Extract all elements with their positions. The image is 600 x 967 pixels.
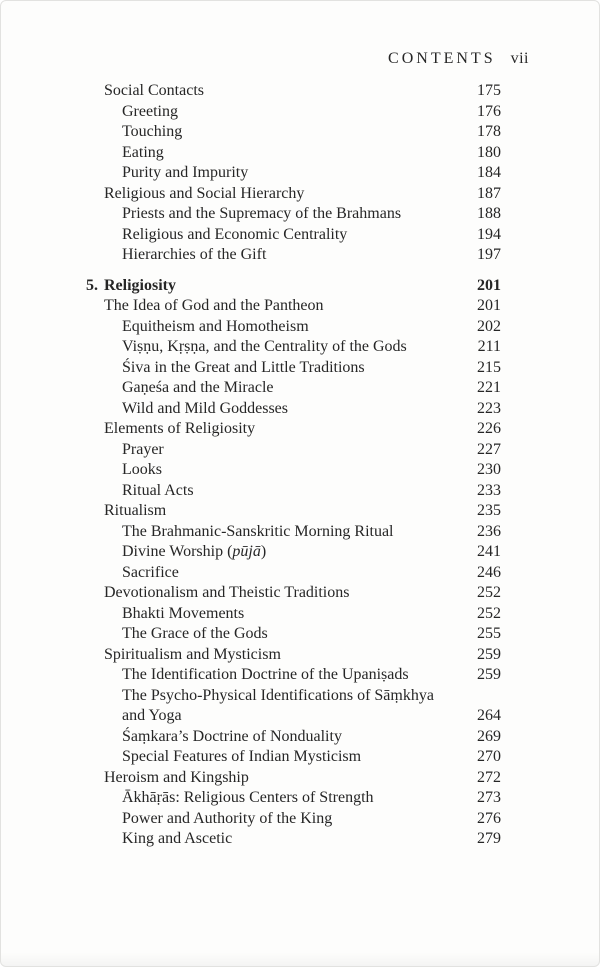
- toc-entry-row: [86, 399, 501, 420]
- toc-entry-title: Greeting: [122, 102, 178, 120]
- toc-entry-row: [86, 440, 501, 461]
- toc-entry-row: [86, 184, 501, 205]
- toc-entry-row: [86, 204, 501, 225]
- toc-entry-row: [86, 583, 501, 604]
- toc-entry-page: 223: [477, 399, 501, 417]
- toc-entry-row: [86, 460, 501, 481]
- toc-entry-title: Viṣṇu, Kṛṣṇa, and the Centrality of the Gods: [122, 338, 407, 355]
- toc-entry-row: [86, 419, 501, 440]
- toc-entry-page: 201: [477, 276, 501, 294]
- toc-entry-page: 230: [477, 461, 501, 478]
- toc-entry-page: 273: [477, 789, 501, 806]
- toc-entry-row: [86, 143, 501, 164]
- toc-entry-row: [86, 501, 501, 522]
- toc-entry-row: [86, 727, 501, 748]
- toc-entry-page: 259: [477, 645, 501, 663]
- toc-entry-title: Wild and Mild Goddesses: [122, 399, 289, 417]
- toc-entry-row: [86, 81, 501, 102]
- toc-entry-title: Religious and Social Hierarchy: [104, 184, 305, 202]
- toc-entry-page: 211: [477, 338, 501, 355]
- toc-entry-title: Purity and Impurity: [122, 164, 249, 181]
- toc-entry-row: [86, 665, 501, 686]
- toc-entry-page: 236: [477, 522, 501, 540]
- toc-entry-title: Looks: [122, 461, 162, 478]
- toc-entry-row: [86, 747, 501, 768]
- toc-entry-row: [86, 358, 501, 379]
- toc-entry-page: 202: [477, 317, 501, 335]
- toc-entry-page: 184: [477, 164, 501, 181]
- toc-entry-title: Spiritualism and Mysticism: [104, 645, 281, 663]
- toc-entry-title: The Psycho-Physical Identifications of Sāṃkhya: [122, 686, 434, 704]
- toc-entry-page: 235: [477, 502, 501, 519]
- toc-entry-title: Priests and the Supremacy of the Brahmans: [122, 205, 402, 222]
- toc-entry-row: [86, 768, 501, 789]
- toc-entry-row: [86, 706, 501, 727]
- toc-entry-title: Divine Worship (pūjā): [122, 543, 267, 560]
- toc-entry-title: Ritual Acts: [122, 481, 194, 499]
- toc-entry-row: [86, 542, 501, 563]
- toc-entry-page: 175: [477, 82, 501, 99]
- toc-entry-title: Sacrifice: [122, 563, 179, 581]
- toc-entry-page: 233: [477, 481, 501, 499]
- toc-entry-title: and Yoga: [122, 707, 182, 724]
- toc-entry-page: 272: [477, 768, 501, 786]
- toc-entry-page: 176: [477, 102, 501, 120]
- toc-entry-title: Devotionalism and Theistic Traditions: [104, 584, 350, 601]
- toc-entry-title: Special Features of Indian Mysticism: [122, 748, 362, 765]
- toc-entry-title: The Brahmanic-Sanskritic Morning Ritual: [122, 522, 394, 540]
- toc-entry-title: Power and Authority of the King: [122, 809, 333, 827]
- toc-entry-title: Heroism and Kingship: [104, 768, 249, 786]
- toc-entry-page: 188: [477, 205, 501, 222]
- toc-entry-row: [86, 645, 501, 666]
- toc-entry-row: [86, 378, 501, 399]
- toc-entry-title: Equitheism and Homotheism: [122, 317, 309, 335]
- toc-entry-row: [86, 686, 501, 707]
- toc-entry-row: [86, 788, 501, 809]
- toc-entry-page: 227: [477, 440, 501, 458]
- toc-entry-page: 215: [477, 358, 501, 376]
- toc-entry-title: Śaṃkara’s Doctrine of Nonduality: [122, 727, 342, 745]
- toc-entry-row: [86, 522, 501, 543]
- toc-entry-row: [86, 102, 501, 123]
- running-head-title: CONTENTS: [388, 50, 496, 67]
- toc-entry-title: Prayer: [122, 440, 164, 458]
- toc-entry-page: 252: [477, 604, 501, 622]
- chapter-number: 5.: [86, 276, 98, 294]
- italic-term: pūjā: [232, 543, 261, 560]
- toc-entry-title: Social Contacts: [104, 82, 204, 99]
- toc-entry-row: [86, 604, 501, 625]
- toc-entry-row: [86, 163, 501, 184]
- toc-entry-page: 241: [477, 543, 501, 560]
- toc-entry-page: 276: [477, 809, 501, 827]
- toc-entry-page: 246: [477, 563, 501, 581]
- page-header: [388, 50, 529, 68]
- toc-entry-page: 178: [477, 123, 501, 140]
- toc-entry-page: 279: [477, 830, 501, 847]
- toc-entry-row: [86, 829, 501, 850]
- table-of-contents: [86, 81, 501, 850]
- toc-entry-page: 270: [477, 748, 501, 765]
- toc-entry-page: 252: [477, 584, 501, 601]
- toc-entry-row: [86, 624, 501, 645]
- toc-entry-title: The Identification Doctrine of the Upaniṣads: [122, 666, 409, 683]
- toc-entry-title: Śiva in the Great and Little Traditions: [122, 358, 365, 376]
- toc-entry-page: 255: [477, 625, 501, 642]
- toc-entry-title: Touching: [122, 123, 183, 140]
- toc-entry-title: Ākhāṛās: Religious Centers of Strength: [122, 789, 374, 806]
- toc-entry-title: Eating: [122, 143, 164, 161]
- toc-entry-title: The Grace of the Gods: [122, 625, 268, 642]
- toc-entry-title: King and Ascetic: [122, 830, 233, 847]
- toc-entry-page: 197: [477, 246, 501, 263]
- toc-entry-page: 259: [477, 666, 501, 683]
- toc-entry-title: Elements of Religiosity: [104, 420, 256, 437]
- toc-entry-row: [86, 481, 501, 502]
- toc-entry-title: Hierarchies of the Gift: [122, 246, 267, 263]
- toc-entry-row: [86, 245, 501, 266]
- toc-entry-page: 226: [477, 420, 501, 437]
- toc-entry-title: Gaṇeśa and the Miracle: [122, 379, 274, 396]
- toc-entry-title: Bhakti Movements: [122, 604, 245, 622]
- toc-entry-page: 180: [477, 143, 501, 161]
- toc-entry-page: 264: [477, 707, 501, 724]
- toc-entry-title: Religious and Economic Centrality: [122, 225, 348, 243]
- toc-entry-page: 187: [477, 184, 501, 202]
- toc-entry-title: Ritualism: [104, 502, 167, 519]
- toc-entry-row: [86, 296, 501, 317]
- toc-entry-row: [86, 337, 501, 358]
- toc-entry-page: 269: [477, 727, 501, 745]
- toc-entry-page: 221: [477, 379, 501, 396]
- folio-page-number: vii: [510, 50, 529, 67]
- toc-entry-row: [86, 225, 501, 246]
- toc-chapter-row: [86, 276, 501, 297]
- toc-entry-title: Religiosity: [104, 276, 176, 294]
- toc-entry-page: 194: [477, 225, 501, 243]
- toc-entry-page: 201: [477, 297, 501, 314]
- toc-entry-row: [86, 317, 501, 338]
- toc-entry-row: [86, 122, 501, 143]
- toc-entry-title: The Idea of God and the Pantheon: [104, 297, 324, 314]
- toc-entry-row: [86, 563, 501, 584]
- toc-entry-row: [86, 809, 501, 830]
